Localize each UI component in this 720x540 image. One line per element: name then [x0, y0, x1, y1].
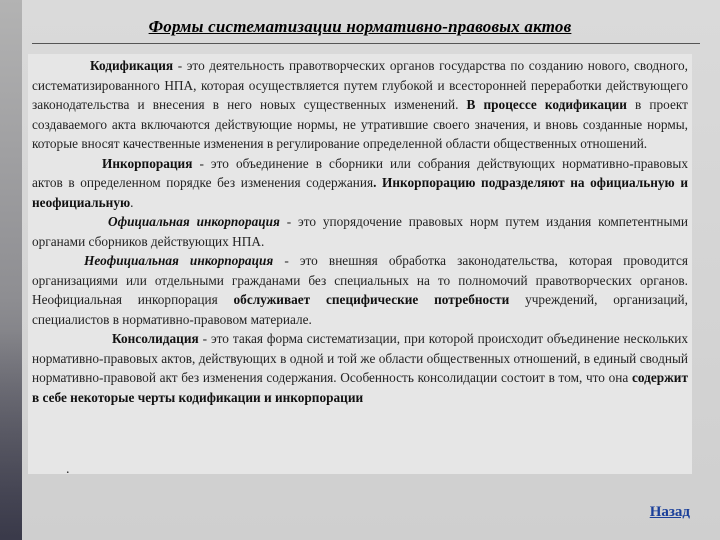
term-codification: Кодификация [90, 58, 174, 73]
paragraph-unofficial-incorporation [32, 251, 688, 329]
paragraph-official-incorporation [32, 212, 688, 251]
term-consolidation: Консолидация [112, 331, 199, 346]
title-underline [32, 43, 700, 44]
left-band-shadow [0, 330, 22, 540]
consolidation-emphasis: содержит в себе некоторые черты кодификации и инкорпорации [32, 370, 688, 405]
codification-text-2: в проект создаваемого акта включаются действующие нормы, не утратившие своего значения, и вновь созданные нормы, которые вносят качественные изменения в регулирование определенной области общественных отношений. [32, 97, 688, 151]
paragraph-consolidation [32, 329, 688, 407]
title-bar [0, 10, 720, 44]
unofficial-incorporation-text: - это внешняя обработка законодательства, которая проводится организациями или отдельными гражданами без специальных на то полномочий правотворческих органов. Неофициальная инкорпорация [32, 253, 689, 307]
incorporation-text-2: . [130, 194, 134, 210]
official-incorporation-text: - это упорядочение правовых норм путем издания компетентными органами сборников действующих НПА. [32, 214, 688, 249]
term-incorporation: Инкорпорация [102, 155, 193, 171]
page-title: Формы систематизации нормативно-правовых актов [148, 17, 572, 36]
unofficial-incorporation-emphasis: обслуживает специфические потребности [233, 292, 510, 307]
incorporation-text: - это объединение в сборники или собрания действующих нормативно-правовых актов в определенном порядке без изменения содержания [32, 155, 688, 190]
term-unofficial-incorporation: Неофициальная инкорпорация [84, 253, 274, 268]
back-link[interactable]: Назад [649, 504, 690, 520]
paragraph-incorporation [32, 154, 688, 213]
consolidation-text: - это такая форма систематизации, при которой происходит объединение нескольких нормативно-правовых актов, действующих в одной и той же области общественных отношений, в единый сводный нормативно-правовой акт без изменения содержания. Особенность консолидации состоит в том, что она [32, 331, 688, 385]
codification-emphasis: В процессе кодификации [466, 97, 627, 112]
term-official-incorporation: Официальная инкорпорация [108, 214, 280, 229]
codification-text: - это деятельность правотворческих органов государства по созданию нового, сводного, систематизированного НПА, которая осуществляется путем глубокой и всесторонней переработки действующего законодательства и внесения в него новых существенных изменений. [32, 58, 688, 112]
unofficial-incorporation-text-2: учреждений, организаций, специалистов в нормативно-правовом материале. [32, 292, 688, 327]
incorporation-emphasis: . Инкорпорацию подразделяют на официальную и неофициальную [32, 175, 688, 210]
text-content [32, 56, 688, 407]
paragraph-codification [32, 56, 688, 154]
trailing-dot: . [66, 462, 70, 477]
